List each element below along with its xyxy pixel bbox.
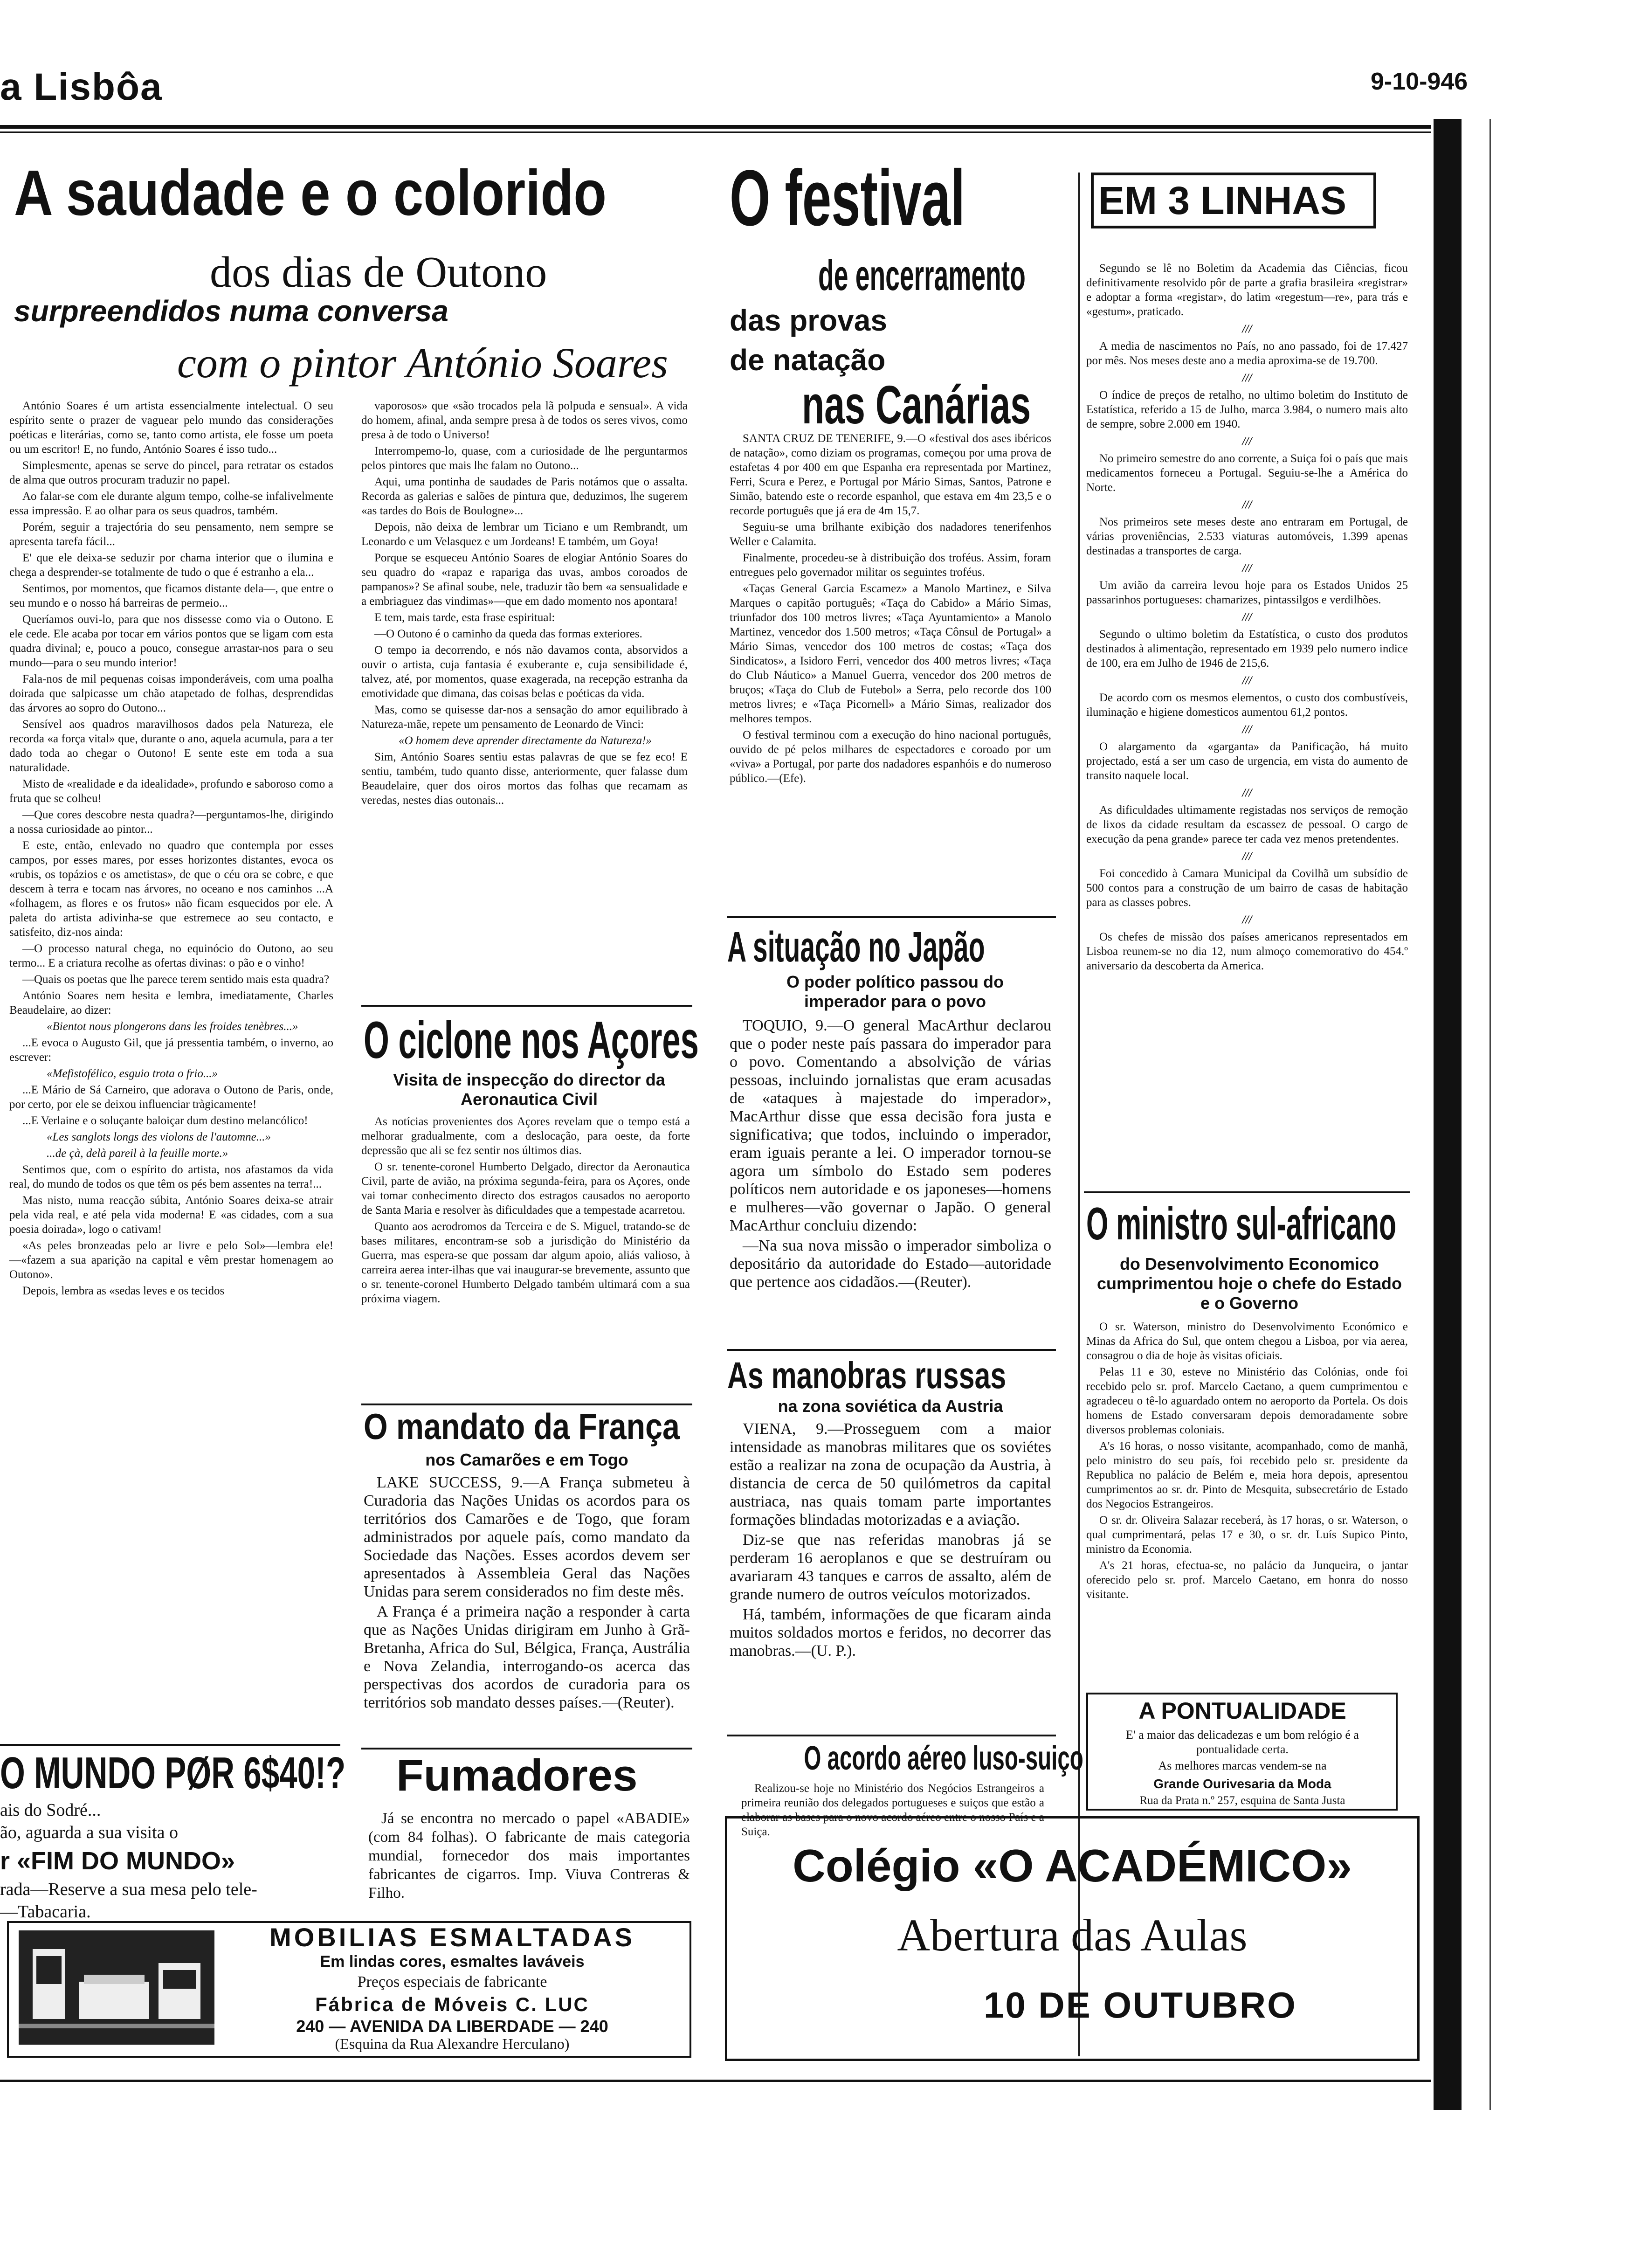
em3linhas-item10: As dificuldades ultimamente registadas nos serviços de remoção de lixos da cidade resultam da escassez de pessoal. O cargo de execução da pena grande» parece ter cada vez menos pretendentes.	[1086, 804, 1408, 845]
ciclone-bottom-rule	[361, 1404, 692, 1405]
manobras-bottom-rule	[727, 1735, 1056, 1736]
franca-p2: A França é a primeira nação a responder à carta que as Nações Unidas dirigiram em Junho à Grã-Bretanha, Africa do Sul, Bélgica, França, Austrália e Nova Zelandia, interrogando-os acerca das perspectivas dos acordos de curadoria para os territórios sob mandato desses países.—(Reuter).	[364, 1603, 690, 1711]
saudade-line2: dos dias de Outono	[210, 248, 547, 297]
em3linhas-item5: Nos primeiros sete meses deste ano entraram em Portugal, de várias proveniências, 2.533 viaturas automóveis, 1.399 apenas destinadas a transportes de carga.	[1086, 516, 1408, 557]
em3linhas-sep: ///	[1242, 850, 1252, 863]
colegio-line2: 10 DE OUTUBRO	[984, 1984, 1297, 2026]
ministro-body	[1086, 1320, 1408, 1604]
mobilias-line2: Preços especiais de fabricante	[357, 1973, 547, 1991]
saudade-p18: ...E Verlaine e o soluçante baloiçar dum destino melancólico!	[22, 1114, 308, 1127]
em3linhas-sep: ///	[1242, 323, 1252, 335]
pontualidade-line1: E' a maior das delicadezas e um bom relógio é a pontualidade certa.	[1126, 1728, 1359, 1756]
japao-title-text: A situação no Japão	[727, 923, 985, 971]
fumadores-title: Fumadores	[396, 1750, 638, 1800]
saudade-poem4: ...de çà, delà pareil à la feuille morte.»	[47, 1147, 228, 1160]
manobras-title-text: As manobras russas	[727, 1355, 1007, 1396]
masthead-title: a Lisbôa	[0, 66, 163, 108]
festival-p2: Seguiu-se uma brilhante exibição dos nadadores tenerifenhos Weller e Calamita.	[730, 521, 1051, 548]
saudade-p7: Queríamos ouvi-lo, para que nos dissesse como via o Outono. E ele cede. Ele acaba por tocar em vários pontos que se ligam com esta quadra divinal; e, pouco a pouco, consegue arrastar-nos para o seu mundo—para o seu mundo interior!	[9, 613, 333, 669]
colegio-line1: Abertura das Aulas	[897, 1910, 1248, 1961]
saudade-p4: Porém, seguir a trajectória do seu pensamento, nem sempre se apresenta tarefa fácil...	[9, 521, 333, 548]
em3linhas-item12: Os chefes de missão dos países americanos representados em Lisboa reunem-se no dia 12, num almoço comemorativo do 454.º aniversario da descoberta da America.	[1086, 931, 1408, 972]
saudade-p21: «As peles bronzeadas pelo ar livre e pelo Sol»—lembra ele!—«fazem a sua aparição na capital e vêm prestar homenagem ao Outono».	[9, 1239, 333, 1281]
saudade-p6: Sentimos, por momentos, que ficamos distante dela—, que entre o seu mundo e o nosso há barreiras de permeio...	[9, 582, 333, 609]
saudade-c2-p9: Mas, como se quisesse dar-nos a sensação do amor equilibrado à Natureza-mãe, repete um pensamento de Leonardo de Vinci:	[361, 704, 688, 731]
ministro-sub: do Desenvolvimento Economico cumprimentou hoje o chefe do Estado e o Governo	[1096, 1254, 1402, 1313]
acordo-title-text: O acordo aéreo luso-suiço	[804, 1740, 1083, 1777]
em3linhas-sep: ///	[1242, 723, 1252, 736]
furniture-icon	[19, 1930, 214, 2045]
saudade-c2-p5: Porque se esqueceu António Soares de elogiar António Soares do seu quadro do «rapaz e rapariga das uvas, ambos coroados de pampanos»? Se afinal soube, nele, traduzir tão bem «a sensualidade e a embriaguez das vindimas»—que em dado momento nos apontara!	[361, 552, 688, 608]
em3linhas-bottom-rule	[1084, 1191, 1410, 1193]
saudade-p2: Simplesmente, apenas se serve do pincel, para retratar os estados de alma que outros procuram traduzir no papel.	[9, 459, 333, 486]
ministro-p1: O sr. Waterson, ministro do Desenvolvimento Económico e Minas da Africa do Sul, que ontem chegou a Lisboa, por via aerea, consagrou o dia de hoje às visitas oficiais.	[1086, 1321, 1408, 1362]
festival-sub2: das provas	[730, 304, 887, 337]
ciclone-p1: As notícias provenientes dos Açores revelam que o tempo está a melhorar gradualmente, com a deslocação, para oeste, da forte depressão que ali se fez sentir nos últimos dias.	[361, 1115, 690, 1157]
em3linhas-sep: ///	[1242, 611, 1252, 623]
saudade-poem1: «Bientot nous plongerons dans les froides tenèbres...»	[47, 1020, 298, 1033]
ciclone-sub: Visita de inspecção do director da Aeronautica Civil	[393, 1070, 665, 1109]
em3linhas-sep: ///	[1242, 498, 1252, 511]
saudade-p16: ...E evoca o Augusto Gil, que já pressentia também, o inverno, ao escrever:	[9, 1037, 333, 1064]
em3linhas-item1: Segundo se lê no Boletim da Academia das Ciências, ficou definitivamente resolvido pôr de parte a grafia brasileira «registrar» e adoptar a forma «registar», do latim «regestum—re», para trás e «gestum», praticado.	[1086, 262, 1408, 318]
manobras-p1: VIENA, 9.—Prosseguem com a maior intensidade as manobras militares que os soviétes estão a realizar na zona de ocupação da Austria, à distancia de cerca de 50 quilómetros da capital austriaca, nas quais tomam parte importantes formações blindadas motorizadas e a aviação.	[730, 1420, 1051, 1528]
saudade-c2-p4: Depois, não deixa de lembrar um Ticiano e um Rembrandt, um Leonardo e um Velasquez e um Jordeans! E também, um Goya!	[361, 521, 688, 548]
acordo-p1: Realizou-se hoje no Ministério dos Negócios Estrangeiros a primeira reunião dos delegados portugueses e suiços que estão a elaborar as bases para o novo acordo aéreo entre o nosso País e a Suiça.	[741, 1782, 1044, 1838]
saudade-p5: E' que ele deixa-se seduzir por chama interior que o ilumina e chega a desprender-se totalmente de tudo o que é estranho a ela...	[9, 552, 333, 579]
em3linhas-sep: ///	[1242, 913, 1252, 926]
ministro-p3: A's 16 horas, o nosso visitante, acompanhado, como de manhã, pelo ministro do seu país, foi recebido pelo sr. presidente da Republica no palácio de Belém e, meia hora depois, apresentou cumprimentos ao sr. dr. Pinto de Mesquita, subsecretário de Estado dos Negocios Estrangeiros.	[1086, 1440, 1408, 1510]
saudade-c2-poem: «O homem deve aprender directamente da Natureza!»	[399, 734, 652, 747]
pontualidade-line3: Grande Ourivesaria da Moda	[1153, 1777, 1331, 1791]
saudade-c2-p6: E tem, mais tarde, esta frase espiritual:	[374, 611, 555, 624]
saudade-c2-p2: Interrompemo-lo, quase, com a curiosidade de lhe perguntarmos pelos pintores que mais lhe falam no Outono...	[361, 445, 688, 472]
ministro-title-text: O ministro sul-africano	[1086, 1198, 1397, 1249]
festival-title-text: O festival	[730, 154, 965, 242]
saudade-title	[14, 157, 719, 229]
saudade-p15: António Soares nem hesita e lembra, imediatamente, Charles Beaudelaire, ao dizer:	[9, 989, 333, 1016]
masthead-rule-thin	[0, 131, 1431, 133]
franca-p1: LAKE SUCCESS, 9.—A França submeteu à Curadoria das Nações Unidas os acordos para os territórios dos Camarões e de Togo, que foram administrados por aquele país, como mandato da Sociedade das Nações. Esses acordos devem ser apresentados à Assembleia Geral das Nações Unidas para serem considerados no fim deste mês.	[364, 1474, 690, 1600]
manobras-p2: Diz-se que nas referidas manobras já se perderam 16 aeroplanos e que se destruíram ou avariaram 43 tanques e carros de assalto, além de grande numero de outros veículos motorizados.	[730, 1531, 1051, 1603]
bottom-rule	[0, 2080, 1431, 2082]
saudade-p8: Fala-nos de mil pequenas coisas imponderáveis, com uma poalha doirada que salpicasse um chão atapetado de folhas, desprendidas das árvores ao sopro do Outono...	[9, 673, 333, 714]
ciclone-title-text: O ciclone nos Açores	[364, 1011, 699, 1069]
saudade-col1	[9, 399, 333, 1300]
mundo-ad-title-text: O MUNDO PØR 6$40!?	[0, 1748, 346, 1798]
saudade-p10: Misto de «realidade e da idealidade», profundo e saboroso como a fruta que se colheu!	[9, 778, 333, 805]
em3linhas-item2: A media de nascimentos no País, no ano passado, foi de 17.427 por mês. Nos meses deste ano a media aproxima-se de 19.700.	[1086, 340, 1408, 367]
fumadores-p1: Já se encontra no mercado o papel «ABADIE» (com 84 folhas). O fabricante de mais categoria mundial, fornecedor dos mais importantes fabricantes de cigarros. Imp. Viuva Contreras & Filho.	[368, 1810, 690, 1902]
franca-sub: nos Camarões e em Togo	[425, 1450, 628, 1469]
ministro-p2: Pelas 11 e 30, esteve no Ministério das Colónias, onde foi recebido pelo sr. prof. Marcelo Caetano, a quem cumprimentou e agradeceu o tê-lo aguardado ontem no aeroporto da Portela. Os dois homens de Estado conversaram depois demoradamente sobre diversos problemas coloniais.	[1086, 1366, 1408, 1436]
mundo-ad-title	[0, 1748, 480, 1798]
saudade-c2-p7: —O Outono é o caminho da queda das formas exteriores.	[374, 628, 642, 640]
saudade-line3: surpreendidos numa conversa	[14, 294, 448, 328]
festival-p1: SANTA CRUZ DE TENERIFE, 9.—O «festival dos ases ibéricos de natação», como diziam os programas, começou por uma prova de estafetas 4 por 400 em que Espanha era representada por Martinez, Ferri, Scura e Perez, e Portugal por Mário Simas, Santos, Patrone e Simão, batendo este o recorde espanhol, que estava em 4m 23,5 e o recorde português que já era de 4m 15,7.	[730, 432, 1051, 517]
saudade-bottom-rule	[361, 1005, 692, 1007]
japao-sub: O poder político passou do imperador para o povo	[786, 972, 1004, 1011]
em3linhas-item6: Um avião da carreira levou hoje para os Estados Unidos 25 passarinhos portugueses: chamarizes, pintassilgos e verdilhões.	[1086, 579, 1408, 606]
festival-p5: O festival terminou com a execução do hino nacional português, ouvido de pé pelos milhares de espectadores e coroado por um «viva» a Portugal, por parte dos nadadores espanhóis e do numeroso público.—(Efe).	[730, 729, 1051, 785]
franca-title-text: O mandato da França	[364, 1406, 680, 1447]
japao-bottom-rule	[727, 1349, 1056, 1351]
em3linhas-sep: ///	[1242, 435, 1252, 448]
mobilias-line4: 240 — AVENIDA DA LIBERDADE — 240	[296, 2017, 608, 2036]
saudade-p1: António Soares é um artista essencialmente intelectual. O seu espírito sente o prazer de vaguear pelo mundo das considerações poéticas e literárias, como se, tanto como artista, ele fosse um poeta ou um escritor! E, no fundo, António Soares é isso tudo...	[9, 400, 333, 456]
festival-bottom-rule	[727, 916, 1056, 918]
manobras-title	[727, 1357, 1094, 1394]
mobilias-line1: Em lindas cores, esmaltes laváveis	[320, 1953, 585, 1971]
mundo-ad-line1: ais do Sodré...	[0, 1800, 101, 1820]
saudade-p22: Depois, lembra as «sedas leves e os tecidos	[22, 1285, 225, 1297]
festival-sub4-text: nas Canárias	[802, 374, 1031, 435]
japao-p1: TOQUIO, 9.—O general MacArthur declarou que o poder neste país passara do imperador para o povo. Comentando a absolvição de várias pessoas, incluindo jornalistas que eram acusadas de «ataques à majestade do imperador», MacArthur disse que essa decisão fora justa e significativa; que todos, incluindo o imperador, eram iguais perante a lei. O imperador tornou-se agora um símbolo do Estado sem poderes políticos nem autoridade e os japoneses—homens e mulheres—vão governar o Japão. O general MacArthur concluiu dizendo:	[730, 1017, 1051, 1234]
em3linhas-item11: Foi concedido à Camara Municipal da Covilhã um subsídio de 500 contos para a construção de um bairro de casas de habitação para as classes pobres.	[1086, 867, 1408, 909]
em3linhas-body	[1086, 261, 1408, 975]
ciclone-body	[361, 1114, 690, 1308]
mobilias-line3: Fábrica de Móveis C. LUC	[315, 1993, 589, 2015]
mundo-ad-line5: —Tabacaria.	[0, 1902, 91, 1922]
ministro-p5: A's 21 horas, efectua-se, no palácio da Junqueira, o jantar oferecido pelo sr. prof. Marcelo Caetano, em honra do nosso visitante.	[1086, 1559, 1408, 1601]
franca-title	[364, 1408, 736, 1445]
em3linhas-item7: Segundo o ultimo boletim da Estatística, o custo dos produtos destinados à alimentação, representado em 1939 pelo numero indice de 100, era em Julho de 1946 de 215,6.	[1086, 628, 1408, 670]
em3linhas-item3: O índice de preços de retalho, no ultimo boletim do Instituto de Estatística, referido a 15 de Julho, marca 3.984, o numero mais alto de sempre, sobre 2.000 em 1940.	[1086, 389, 1408, 430]
festival-title	[730, 154, 1086, 242]
ministro-p4: O sr. dr. Oliveira Salazar receberá, às 17 horas, o sr. Waterson, o qual cumprimentará, pelas 17 e 30, o sr. dr. Luís Supico Pinto, ministro da Economia.	[1086, 1514, 1408, 1556]
mundo-ad-line2: ão, aguarda a sua visita o	[0, 1823, 178, 1842]
japao-title	[727, 923, 1143, 971]
mundo-ad-line4: rada—Reserve a sua mesa pelo tele-	[0, 1880, 257, 1899]
saudade-c2-p3: Aqui, uma pontinha de saudades de Paris notámos que o assalta. Recorda as galerias e salões de pintura que, deduzimos, lhe sugerem «as tardes do Bois de Boulogne»...	[361, 476, 688, 517]
em3linhas-item9: O alargamento da «garganta» da Panificação, há muito projectado, está a ser um caso de urgencia, em vista do aumento de transito naquele local.	[1086, 740, 1408, 782]
pontualidade-line4: Rua da Prata n.º 257, esquina de Santa Justa	[1139, 1794, 1345, 1807]
festival-p3: Finalmente, procedeu-se à distribuição dos troféus. Assim, foram entregues pelo governador militar os seguintes troféus.	[730, 552, 1051, 579]
ministro-title	[1086, 1198, 1586, 1249]
saudade-title-text: A saudade e o colorido	[14, 157, 607, 229]
saudade-p13: —O processo natural chega, no equinócio do Outono, ao seu termo... E a criatura recolhe as ofertas divinas: o pão e o vinho!	[9, 942, 333, 969]
mundo-ad-top-rule	[0, 1744, 340, 1746]
festival-sub3: de natação	[730, 343, 886, 377]
masthead-date: 9-10-946	[1371, 68, 1468, 95]
ciclone-p3: Quanto aos aerodromos da Terceira e de S. Miguel, tratando-se de bases militares, encontram-se sob a jurisdição do Ministério da Guerra, mas espera-se que possam dar algum apoio, aliás valioso, à carreira aerea inter-ilhas que vai inaugurar-se brevemente, assunto que o sr. tenente-coronel Humberto Delgado também ultimará com a sua próxima viagem.	[361, 1220, 690, 1305]
saudade-p11: —Que cores descobre nesta quadra?—perguntamos-lhe, dirigindo a nossa curiosidade ao pintor...	[9, 809, 333, 836]
saudade-p9: Sensível aos quadros maravilhosos dados pela Natureza, ele recorda «a força vital» que, durante o ano, aquela acumula, para a ter dado toda ao chegar o Outono! E sente este em toda a sua naturalidade.	[9, 718, 333, 774]
saudade-p3: Ao falar-se com ele durante algum tempo, colhe-se infalivelmente essa impressão. E ao olhar para os seus quadros, também.	[9, 490, 333, 517]
em3linhas-sep: ///	[1242, 372, 1252, 384]
saudade-p12: E este, então, enlevado no quadro que contempla por esses campos, por esses mares, por esses horizontes distantes, evoca os «rubis, os topázios e os ametistas», de que o céu ora se cobre, e que descem à terra e tocam nas árvores, no oceano e nos caminhos ...A «folhagem, as flores e os frutos» não ficam esquecidos por ele. A paleta do artista adivinha-se que estremece ao seu contacto, e satisfeito, diz-nos ainda:	[9, 839, 333, 939]
saudade-p19: Sentimos que, com o espírito do artista, nos afastamos da vida real, do mundo de todos os que têm os pés bem assentes na terra!...	[9, 1163, 333, 1190]
manobras-p3: Há, também, informações de que ficaram ainda muitos soldados mortos e feridos, no decorrer das manobras.—(U. P.).	[730, 1606, 1051, 1660]
pontualidade-title: A PONTUALIDADE	[1138, 1698, 1346, 1724]
colegio-title: Colégio «O ACADÉMICO»	[793, 1840, 1352, 1891]
em3linhas-title: EM 3 LINHAS	[1098, 179, 1347, 222]
ciclone-p2: O sr. tenente-coronel Humberto Delgado, director da Aeronautica Civil, parte de avião, na próxima segunda-feira, para os Açores, onde vai tomar conhecimento directo dos estragos causados no aeroporto de Santa Maria e resolver às dificuldades que a tempestade acarretou.	[361, 1161, 690, 1217]
em3linhas-sep: ///	[1242, 562, 1252, 574]
fumadores-body	[368, 1809, 690, 1904]
manobras-body	[730, 1420, 1051, 1662]
saudade-p20: Mas nisto, numa reacção súbita, António Soares deixa-se atrair pela vida real, e até pela vida moderna! E «as cidades, com a sua poesia doirada», logo o cativam!	[9, 1194, 333, 1236]
saudade-poem3: «Les sanglots longs des violons de l'automne...»	[47, 1131, 271, 1143]
saudade-c2-p1: vaporosos» que «são trocados pela lã polpuda e sensual». A vida do homem, afinal, anda sempre presa à de todos os seres vivos, como presa à de todo o Universo!	[361, 400, 688, 441]
furniture-illustration	[19, 1930, 214, 2045]
saudade-c2-p8: O tempo ia decorrendo, e nós não davamos conta, absorvidos a ouvir o artista, cuja fantasia é exuberante e, cuja sensibilidade é, talvez, até, por momentos, quase exagerada, na recepção estranha da emotividade que dimana, das coisas belas e poéticas da vida.	[361, 644, 688, 700]
pontualidade-line2: As melhores marcas vendem-se na	[1158, 1759, 1327, 1772]
acordo-title	[732, 1740, 1083, 1777]
saudade-p17: ...E Mário de Sá Carneiro, que adorava o Outono de Paris, onde, por certo, por ele se deixou influenciar tràgicamente!	[9, 1084, 333, 1111]
saudade-col2	[361, 399, 688, 809]
manobras-sub: na zona soviética da Austria	[778, 1397, 1003, 1416]
mobilias-line5: (Esquina da Rua Alexandre Herculano)	[335, 2035, 570, 2052]
masthead-rule	[0, 125, 1431, 129]
saudade-poem2: «Mefistofélico, esguio trota o frio...»	[47, 1067, 218, 1080]
right-margin-line	[1489, 119, 1491, 2110]
em3linhas-item8: De acordo com os mesmos elementos, o custo dos combustíveis, iluminação e higiene domesticos aumentou 61,2 pontos.	[1086, 691, 1408, 719]
em3linhas-item4: No primeiro semestre do ano corrente, a Suiça foi o país que mais medicamentos forneceu a Portugal. Seguiu-se-lhe a América do Norte.	[1086, 452, 1408, 494]
right-margin-bar	[1434, 119, 1462, 2110]
franca-bottom-rule	[361, 1748, 692, 1749]
japao-body	[730, 1016, 1051, 1293]
saudade-line4: com o pintor António Soares	[177, 339, 668, 387]
saudade-p14: —Quais os poetas que lhe parece terem sentido mais esta quadra?	[22, 973, 330, 986]
franca-body	[364, 1473, 690, 1714]
mundo-ad-line3: r «FIM DO MUNDO»	[0, 1847, 235, 1875]
em3linhas-sep: ///	[1242, 787, 1252, 799]
mobilias-title: MOBILIAS ESMALTADAS	[269, 1922, 635, 1952]
festival-body	[730, 431, 1051, 788]
festival-p4: «Taças General Garcia Escamez» a Manolo Martinez, e Silva Marques o capitão português; «Taça do Cabido» a Mário Simas, triunfador dos 100 metros livres; «Taça Ayuntamiento» a Manolo Martinez, vencedor dos 1.500 metros; «Taça Cônsul de Portugal» a Mário Simas, vencedor dos 100 metros de costas; «Taça dos Sindicatos», a Isidoro Ferri, vencedor dos 400 metros livres; «Taça do Club Náutico» a Manuel Guerra, vencedor dos 200 metros de bruços; «Taça do Club de Futebol» a Serra, pelo recorde dos 100 metros livres; e «Taça Picornell» a Mário Simas, realizador dos melhores tempos.	[730, 582, 1051, 725]
saudade-c2-p10: Sim, António Soares sentiu estas palavras de que se fez eco! E sentiu, também, tudo quanto disse, anteriormente, quer falasse dum Beaudelaire, quer dos oiros mortos das folhas que recamam as veredas, nestes dias outonais...	[361, 751, 688, 807]
festival-sub1-text: de encerramento	[818, 252, 1026, 299]
japao-p2: —Na sua nova missão o imperador simboliza o depositário da autoridade do Estado—autoridade que pertence aos cidadãos.—(Reuter).	[730, 1237, 1051, 1291]
em3linhas-sep: ///	[1242, 674, 1252, 687]
